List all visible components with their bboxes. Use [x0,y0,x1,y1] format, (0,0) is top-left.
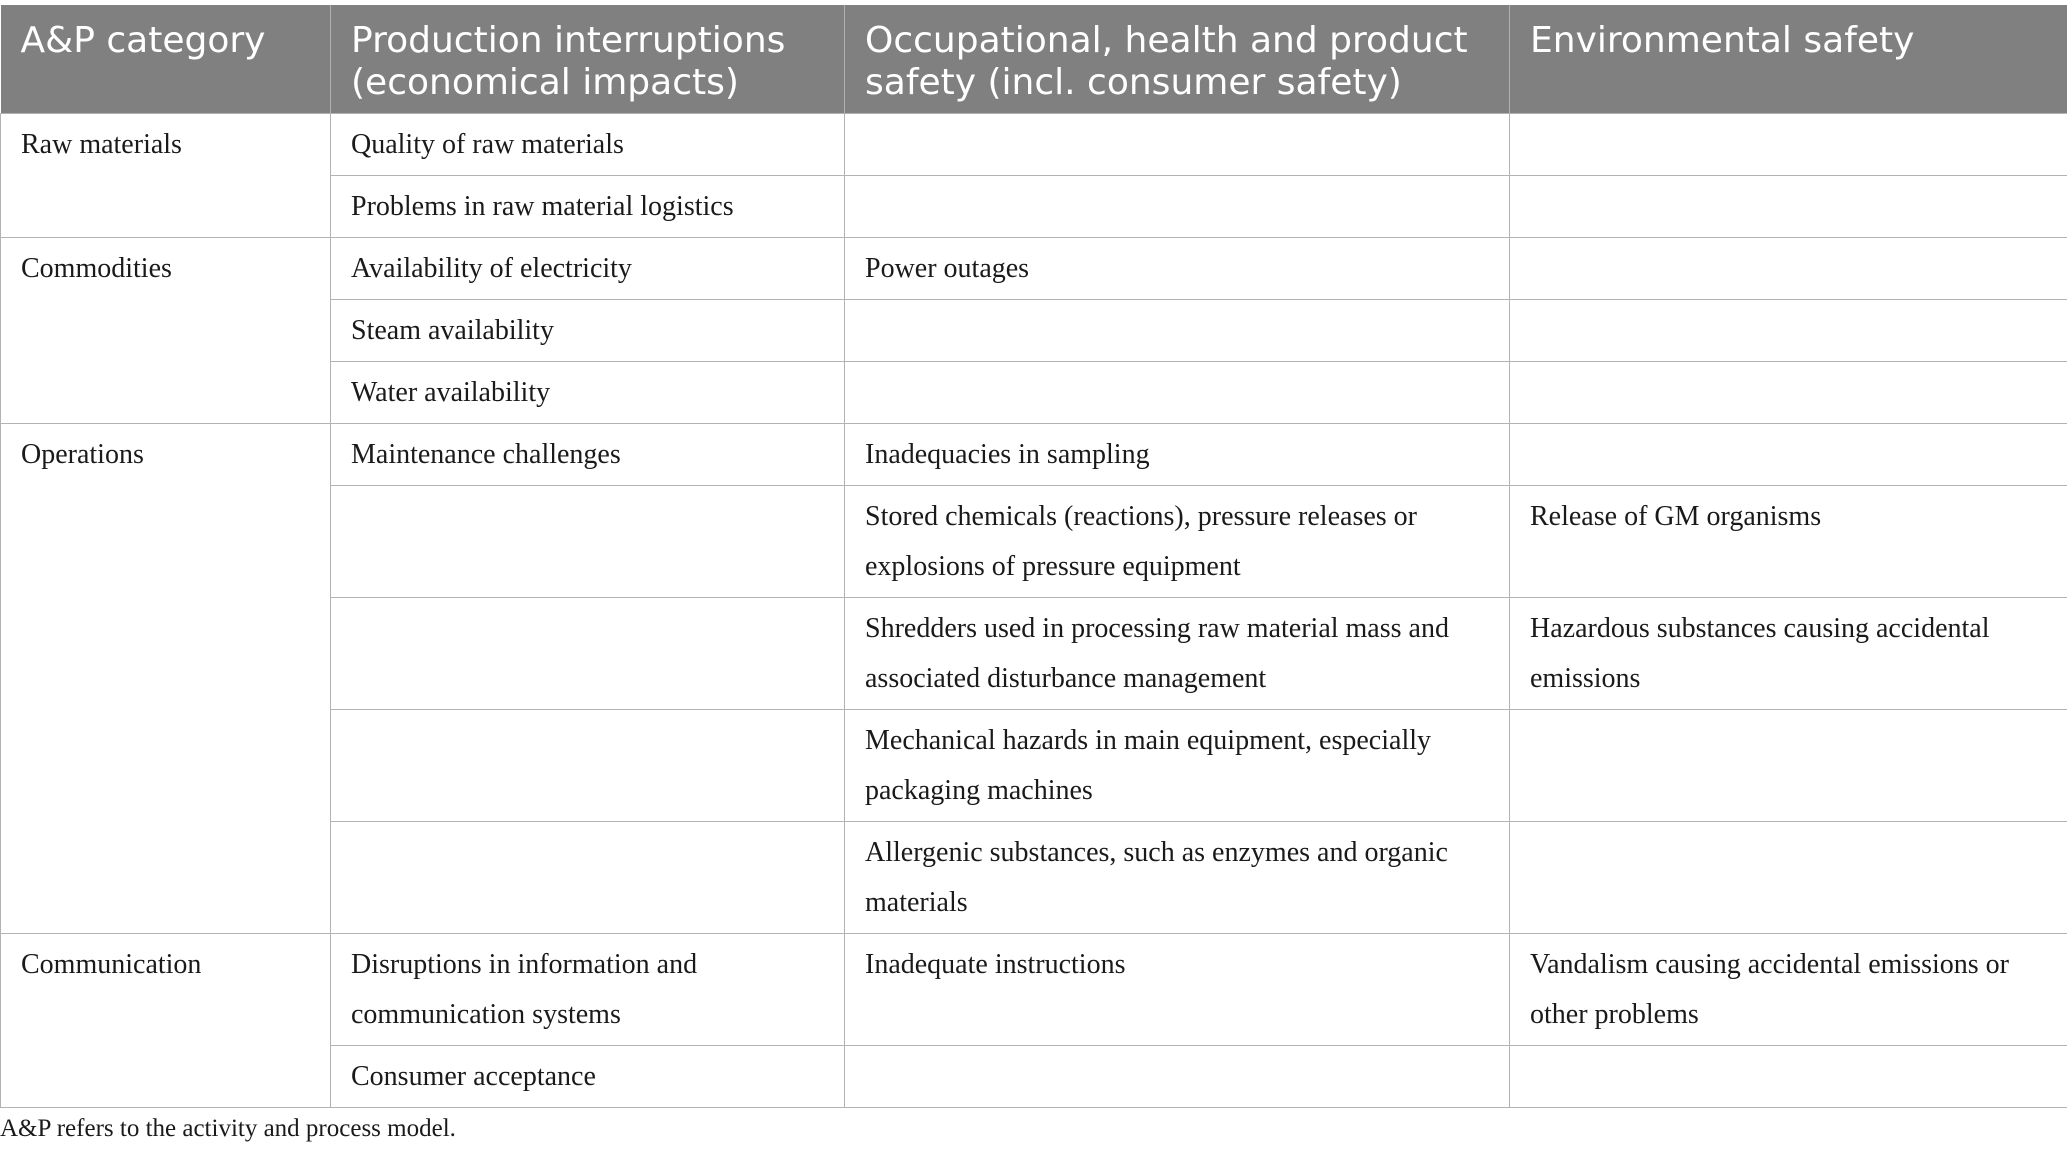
occupational-cell [845,1046,1510,1108]
category-cell: Raw materials [1,114,331,238]
category-cell: Communication [1,934,331,1108]
production-cell: Consumer acceptance [331,1046,845,1108]
header-occupational-safety: Occupational, health and product safety (incl. consumer safety) [845,5,1510,114]
production-cell [331,598,845,710]
table-footnote: A&P refers to the activity and process model. [0,1115,456,1142]
occupational-cell [845,176,1510,238]
production-cell: Maintenance challenges [331,424,845,486]
table-header [1,5,2067,114]
production-cell [331,486,845,598]
header-production-interruptions: Production interruptions (economical impacts) [331,5,845,114]
category-cell: Operations [1,424,331,934]
production-cell [331,710,845,822]
environmental-cell [1510,238,2067,300]
table-row [1,424,2067,486]
category-cell: Commodities [1,238,331,424]
header-row [1,5,2067,114]
environmental-cell: Vandalism causing accidental emissions or other problems [1510,934,2067,1046]
production-cell: Problems in raw material logistics [331,176,845,238]
occupational-cell: Inadequacies in sampling [845,424,1510,486]
environmental-cell [1510,176,2067,238]
occupational-cell: Mechanical hazards in main equipment, especially packaging machines [845,710,1510,822]
production-cell: Steam availability [331,300,845,362]
production-cell: Quality of raw materials [331,114,845,176]
production-cell: Availability of electricity [331,238,845,300]
occupational-cell [845,300,1510,362]
occupational-cell: Shredders used in processing raw material mass and associated disturbance management [845,598,1510,710]
environmental-cell: Hazardous substances causing accidental emissions [1510,598,2067,710]
environmental-cell [1510,424,2067,486]
occupational-cell [845,114,1510,176]
occupational-cell: Power outages [845,238,1510,300]
environmental-cell [1510,710,2067,822]
production-cell: Disruptions in information and communication systems [331,934,845,1046]
environmental-cell [1510,822,2067,934]
table-row [1,238,2067,300]
table-row [1,934,2067,1046]
occupational-cell: Inadequate instructions [845,934,1510,1046]
occupational-cell [845,362,1510,424]
environmental-cell [1510,300,2067,362]
environmental-cell [1510,1046,2067,1108]
table-row [1,114,2067,176]
production-cell: Water availability [331,362,845,424]
production-cell [331,822,845,934]
table-body [1,114,2067,1108]
environmental-cell: Release of GM organisms [1510,486,2067,598]
environmental-cell [1510,114,2067,176]
header-ap-category: A&P category [1,5,331,114]
risk-table [0,5,2067,1108]
environmental-cell [1510,362,2067,424]
occupational-cell: Stored chemicals (reactions), pressure releases or explosions of pressure equipment [845,486,1510,598]
header-environmental-safety: Environmental safety [1510,5,2067,114]
occupational-cell: Allergenic substances, such as enzymes and organic materials [845,822,1510,934]
